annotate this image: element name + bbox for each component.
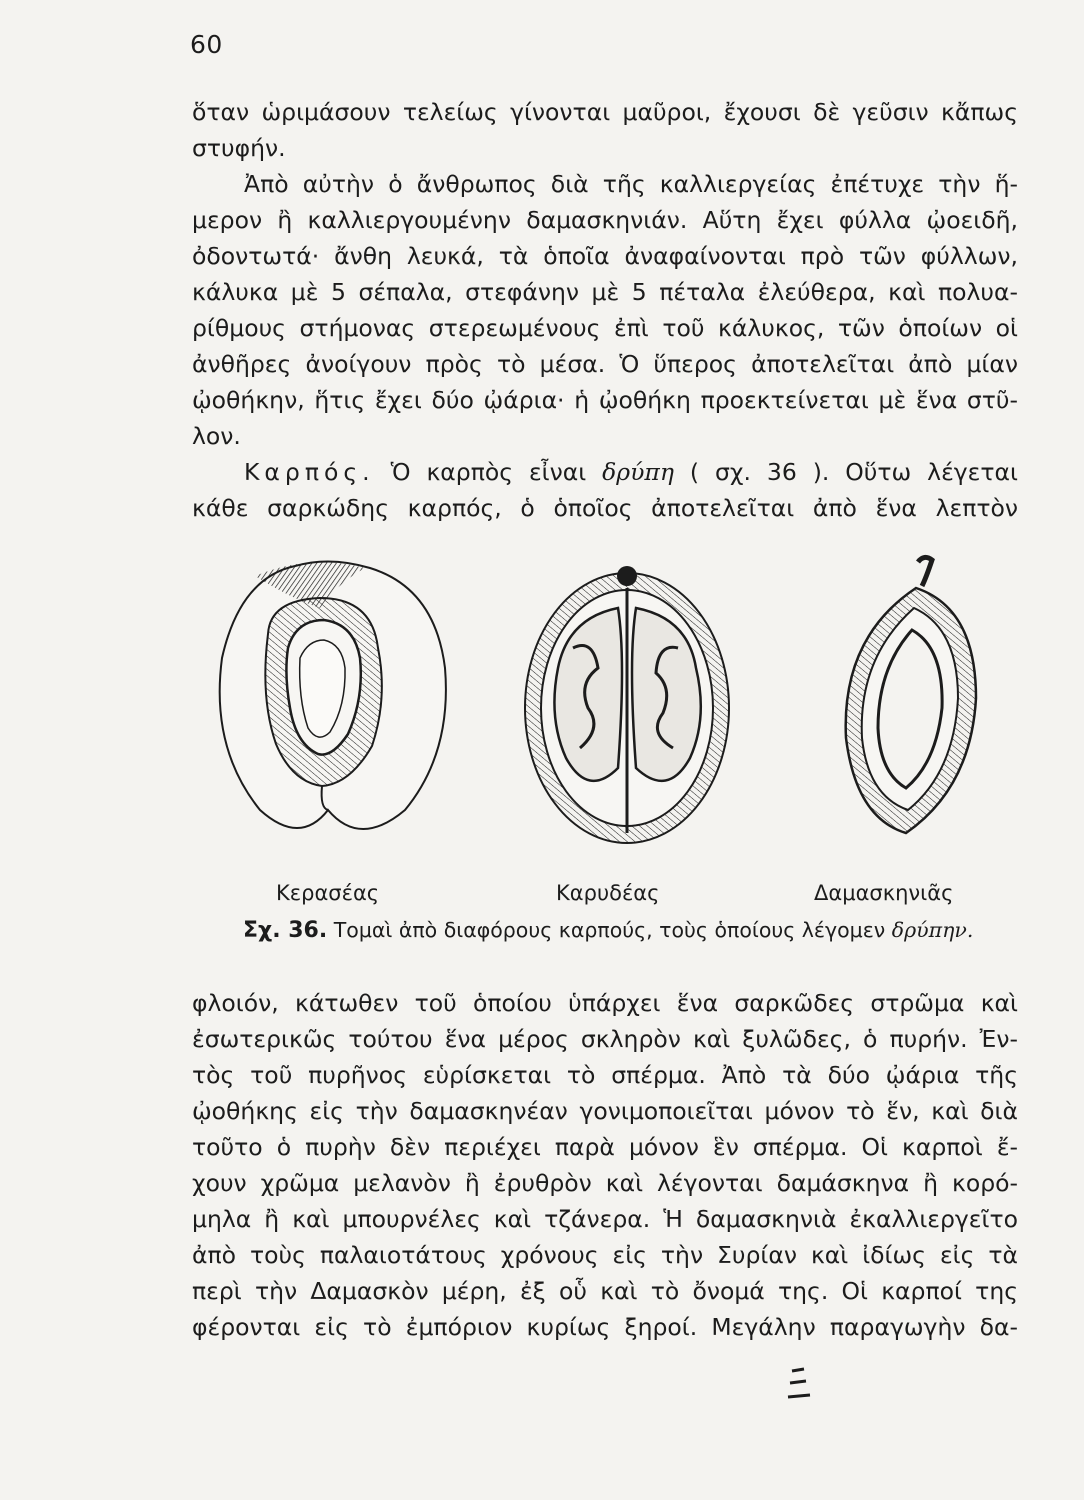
top-paragraph <box>192 94 1018 526</box>
text-line: μερον ἢ καλλιεργουμένην δαμασκηνιάν. Αὕτη ἔχει φύλλα ᾠοειδῆ, <box>192 206 1018 234</box>
text-line: περὶ τὴν Δαμασκὸν μέρη, ἐξ οὗ καὶ τὸ ὄνομά της. Οἱ καρποί της <box>192 1277 1018 1305</box>
text-line: χουν χρῶμα μελανὸν ἢ ἐρυθρὸν καὶ λέγονται δαμάσκηνα ἢ κορό- <box>192 1169 1018 1197</box>
figure-label-walnut: Καρυδέας <box>556 881 660 905</box>
text-line: φέρονται εἰς τὸ ἐμπόριον κυρίως ξηροί. Μεγάλην παραγωγὴν δα- <box>192 1313 1018 1341</box>
text-line: μηλα ἢ καὶ μπουρνέλες καὶ τζάνερα. Ἡ δαμασκηνιὰ ἐκαλλιεργεῖτο <box>192 1205 1018 1233</box>
caption-term: δρύπην. <box>891 918 974 942</box>
text-line: φλοιόν, κάτωθεν τοῦ ὁποίου ὑπάρχει ἕνα σαρκῶδες στρῶμα καὶ <box>192 989 1018 1017</box>
text-line: κάθε σαρκώδης καρπός, ὁ ὁποῖος ἀποτελεῖται ἀπὸ ἕνα λεπτὸν <box>192 494 1018 522</box>
text-line: ἐσωτερικῶς τούτου ἕνα μέρος σκληρὸν καὶ ξυλῶδες, ὁ πυρήν. Ἐν- <box>192 1025 1018 1053</box>
text-line: ᾠοθήκην, ἥτις ἔχει δύο ᾠάρια· ἡ ᾠοθήκη προεκτείνεται μὲ ἕνα στῦ- <box>192 386 1018 414</box>
text-line: ὀδοντωτά· ἄνθη λευκά, τὰ ὁποῖα ἀναφαίνονται πρὸ τῶν φύλλων, <box>192 242 1018 270</box>
page-number: 60 <box>190 30 223 59</box>
figure-label-plum: Δαμασκηνιᾶς <box>814 881 954 905</box>
text-line: λον. <box>192 422 241 450</box>
figure-caption <box>243 918 1023 943</box>
text-line: ὅταν ὡριμάσουν τελείως γίνονται μαῦροι, ἔχουσι δὲ γεῦσιν κἄπως <box>192 98 1018 126</box>
text-line: τὸς τοῦ πυρῆνος εὑρίσκεται τὸ σπέρμα. Ἀπὸ τὰ δύο ᾠάρια τῆς <box>192 1061 1018 1089</box>
cherry-section-illustration <box>200 548 460 860</box>
figure-number: Σχ. 36. <box>243 918 328 943</box>
plum-section-illustration <box>826 548 996 838</box>
text-line: τοῦτο ὁ πυρὴν δὲν περιέχει παρὰ μόνον ἓν σπέρμα. Οἱ καρποὶ ἔ- <box>192 1133 1018 1161</box>
bottom-paragraph <box>192 985 1018 1345</box>
karpos-heading: Καρπός. <box>244 458 375 486</box>
text-line: στυφήν. <box>192 134 286 162</box>
caption-text: Τομαὶ ἀπὸ διαφόρους καρπούς, τοὺς ὁποίους λέγομεν <box>333 918 886 942</box>
walnut-section-illustration <box>518 548 736 848</box>
text-line: Ἀπὸ αὐτὴν ὁ ἄνθρωπος διὰ τῆς καλλιεργείας ἐπέτυχε τὴν ἥ- <box>244 170 1018 198</box>
text-line: ᾠοθήκης εἰς τὴν δαμασκηνέαν γονιμοποιεῖται μόνον τὸ ἕν, καὶ διὰ <box>192 1097 1018 1125</box>
text-line: ρίθμους στήμονας στερεωμένους ἐπὶ τοῦ κάλυκος, τῶν ὁποίων οἱ <box>192 314 1018 342</box>
karpos-line-1 <box>192 454 1018 490</box>
print-mark <box>784 1365 814 1405</box>
karpos-term: δρύπη <box>602 458 674 486</box>
karpos-text-rest: ( σχ. 36 ). Οὕτω λέγεται <box>689 458 1018 486</box>
figure-label-cherry: Κερασέας <box>276 881 380 905</box>
text-line: ἀνθῆρες ἀνοίγουν πρὸς τὸ μέσα. Ὁ ὕπερος ἀποτελεῖται ἀπὸ μίαν <box>192 350 1018 378</box>
karpos-text: Ὁ καρπὸς εἶναι <box>390 458 587 486</box>
text-line: ἀπὸ τοὺς παλαιοτάτους χρόνους εἰς τὴν Συρίαν καὶ ἰδίως εἰς τὰ <box>192 1241 1018 1269</box>
text-line: κάλυκα μὲ 5 σέπαλα, στεφάνην μὲ 5 πέταλα ἐλεύθερα, καὶ πολυα- <box>192 278 1018 306</box>
